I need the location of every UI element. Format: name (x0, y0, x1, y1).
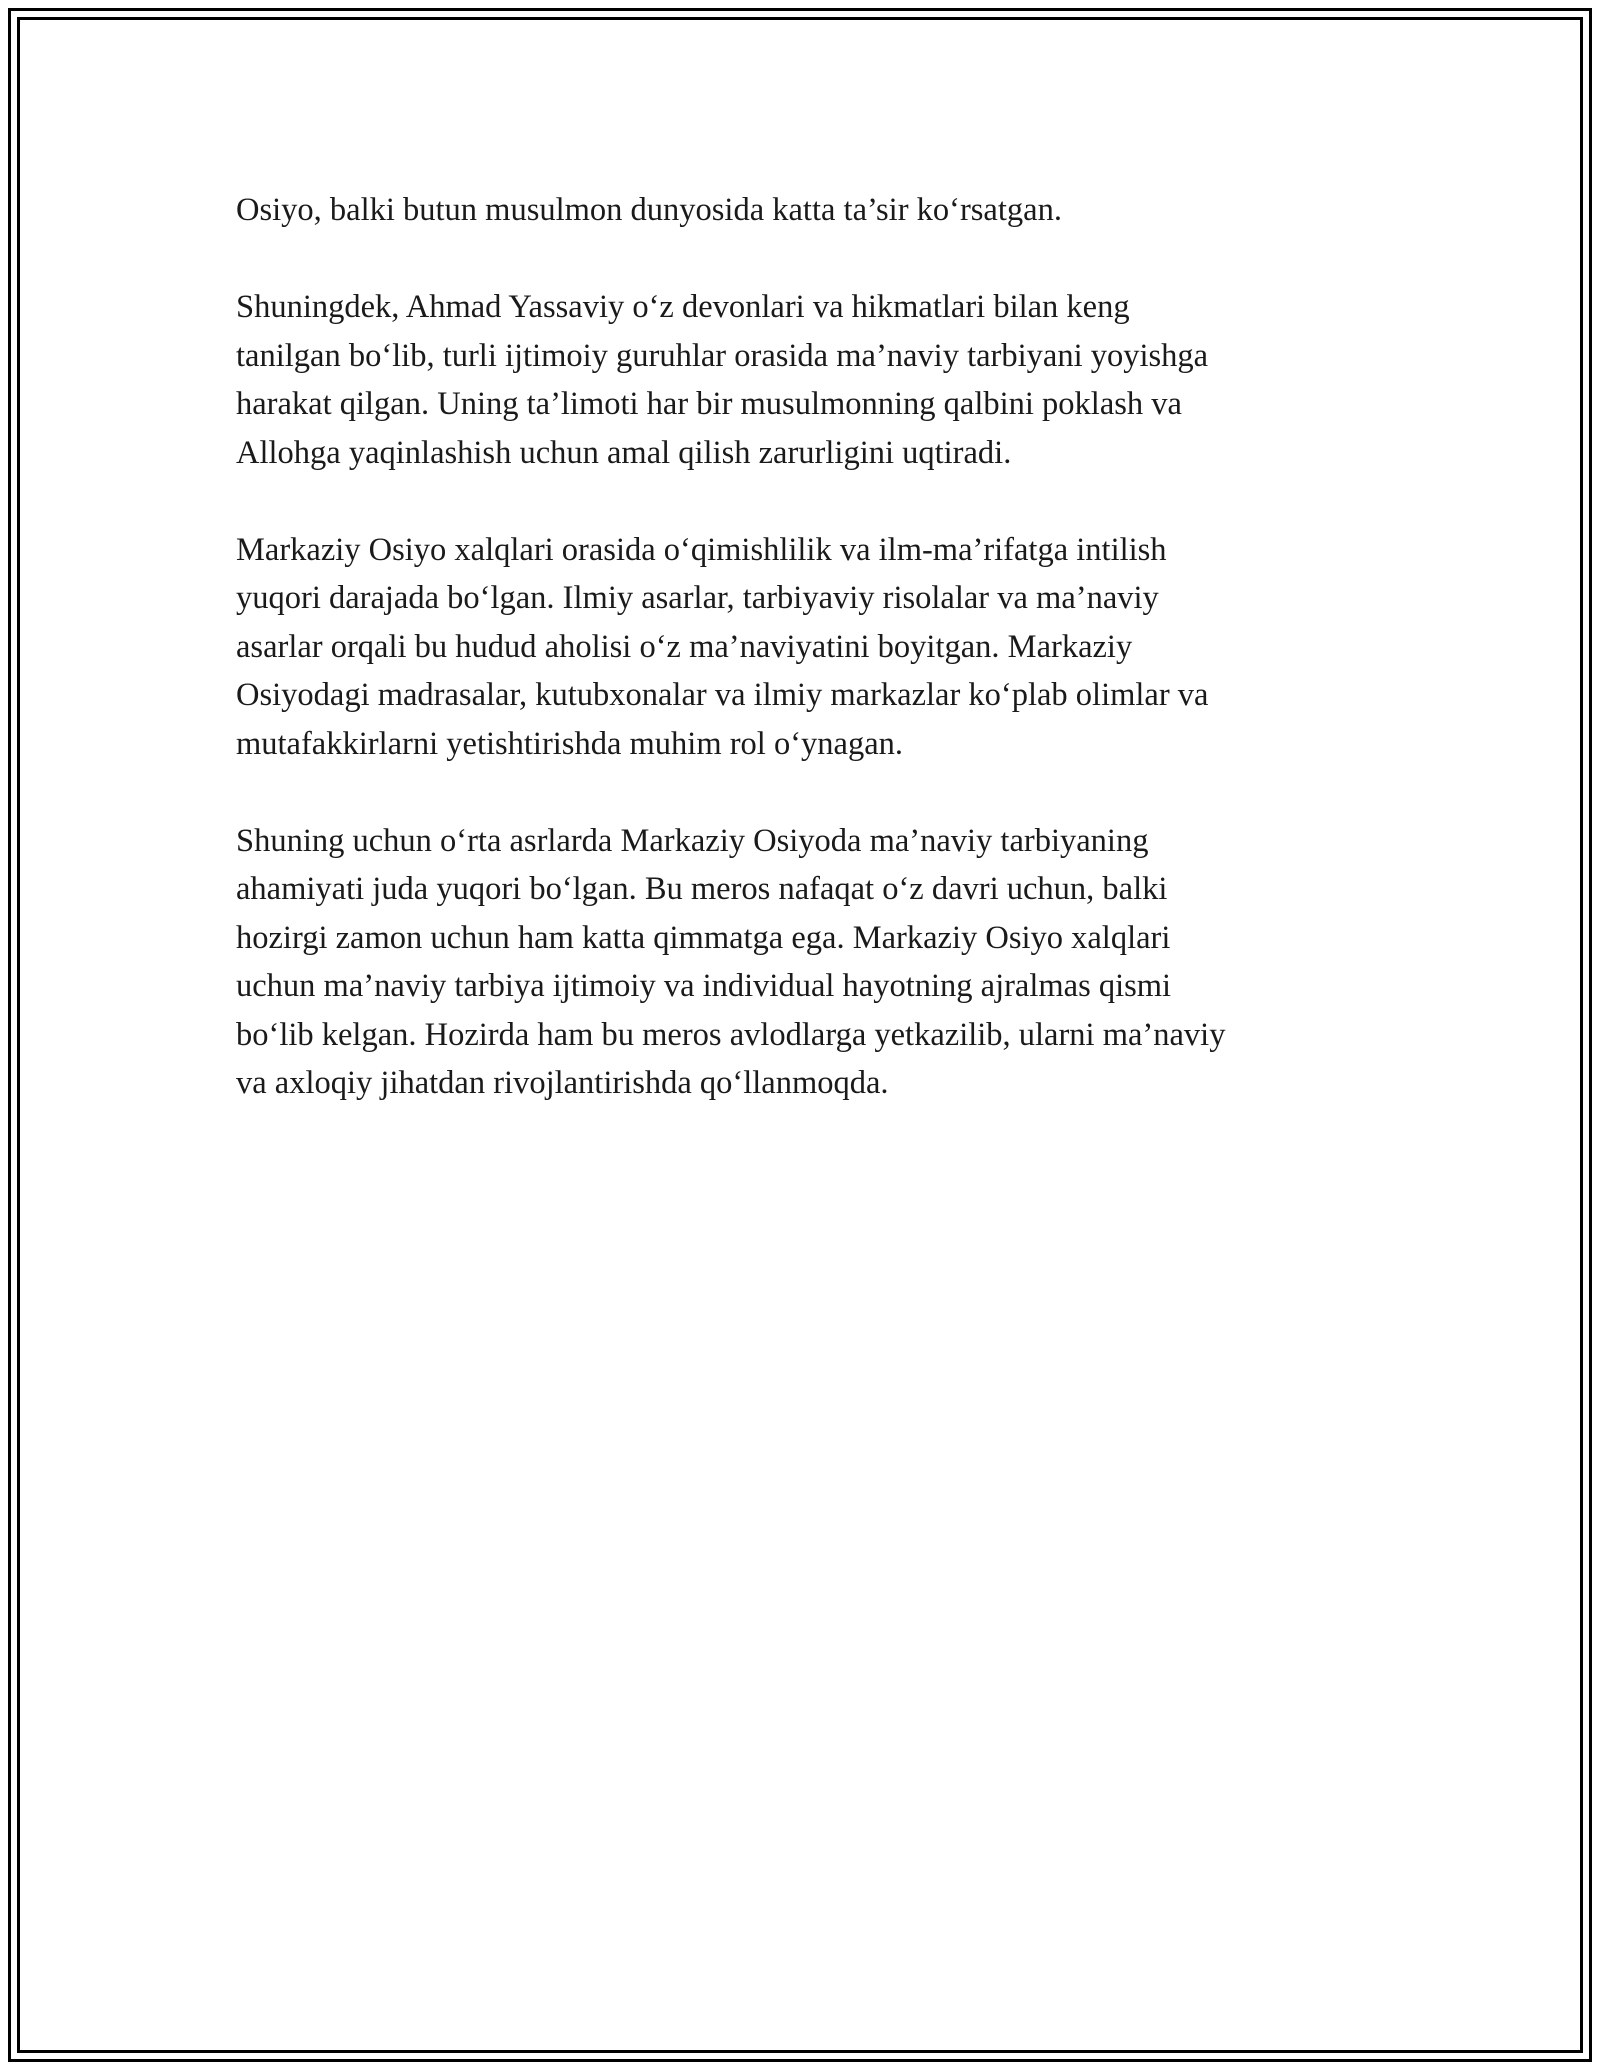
paragraph-3: Markaziy Osiyo xalqlari orasida o‘qimishlilik va ilm-ma’rifatga intilish yuqori darajada bo‘lgan. Ilmiy asarlar, tarbiyaviy risolalar va ma’naviy asarlar orqali bu hudud aholisi o‘z ma’naviyatini boyitgan. Markaziy Osiyodagi madrasalar, kutubxonalar va ilmiy markazlar ko‘plab olimlar va mutafakkirlarni yetishtirishda muhim rol o‘ynagan. (236, 531, 1209, 762)
paragraph-1: Osiyo, balki butun musulmon dunyosida katta ta’sir ko‘rsatgan. (236, 192, 1062, 228)
paragraph-2: Shuningdek, Ahmad Yassaviy o‘z devonlari va hikmatlari bilan keng tanilgan bo‘lib, turli ijtimoiy guruhlar orasida ma’naviy tarbiyani yoyishga harakat qilgan. Uning ta’limoti har bir musulmonning qalbini poklash va Allohga yaqinlashish uchun amal qilish zarurligini uqtiradi. (236, 289, 1209, 471)
document-body (236, 186, 1376, 1156)
paragraph-4: Shuning uchun o‘rta asrlarda Markaziy Osiyoda ma’naviy tarbiyaning ahamiyati juda yuqori bo‘lgan. Bu meros nafaqat o‘z davri uchun, balki hozirgi zamon uchun ham katta qimmatga ega. Markaziy Osiyo xalqlari uchun ma’naviy tarbiya ijtimoiy va individual hayotning ajralmas qismi bo‘lib kelgan. Hozirda ham bu meros avlodlarga yetkazilib, ularni ma’naviy va axloqiy jihatdan rivojlantirishda qo‘llanmoqda. (236, 822, 1226, 1101)
